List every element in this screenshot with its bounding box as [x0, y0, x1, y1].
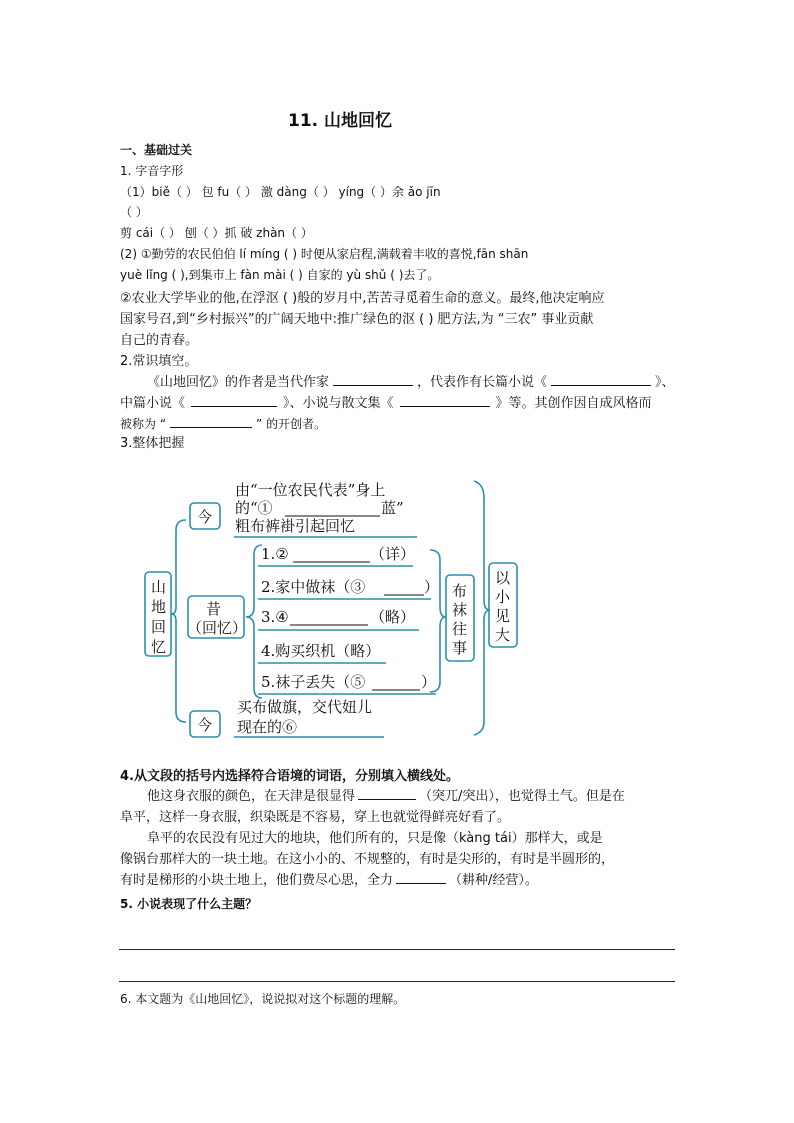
item-1: 1.②: [261, 545, 289, 563]
yi-char: 见: [495, 607, 511, 625]
jin1-text: 粗布裤褂引起回忆: [235, 517, 356, 535]
xi-label: 昔: [206, 600, 222, 618]
center-char: 回: [151, 618, 167, 636]
item-2-close: ）: [424, 578, 440, 596]
page-title: 11. 山地回忆: [288, 111, 393, 131]
q1-line: (2) ①勤劳的农民伯伯 lí míng ( ) 时便从家启程,满载着丰收的喜悦,fān shān: [120, 247, 529, 261]
q4-line: 阜平的农民没有见过大的地块，他们所有的，只是像（kàng tái）那样大，或是: [147, 831, 603, 846]
jin1-text: 由“一位农民代表”身上: [235, 481, 386, 499]
item-3-note: （略）: [370, 608, 416, 626]
q1-line: ②农业大学毕业的他,在浮沤 ( )般的岁月中,苦苦寻觅着生命的意义。最终,他决定响应: [120, 291, 605, 306]
q1-line: 剪 cái（ ） 刨（ ）抓 破 zhàn（ ）: [120, 226, 313, 240]
q4-line: 他这身衣服的颜色，在天津是很显得 （突兀/突出），也觉得土气。但是在: [147, 785, 625, 804]
bu-char: 布: [452, 582, 468, 600]
q5-heading: 5. 小说表现了什么主题？: [120, 897, 258, 911]
answer-line[interactable]: [119, 949, 675, 950]
answer-line[interactable]: [119, 981, 675, 982]
q1-line: 国家号召,到“乡村振兴”的广阔天地中:推广绿色的沤 ( ) 肥方法,为 “三农” 事业贡献: [120, 312, 594, 327]
center-char: 地: [151, 598, 167, 616]
answer-blank[interactable]: [396, 869, 446, 884]
yi-char: 小: [495, 588, 511, 606]
bu-char: 事: [452, 639, 468, 657]
answer-blank[interactable]: [358, 785, 416, 800]
center-char: 忆: [151, 638, 167, 656]
q4-heading: 4.从文段的括号内选择符合语境的词语，分别填入横线处。: [120, 769, 459, 784]
q1-line: （ ）: [120, 205, 148, 219]
center-char: 山: [151, 578, 167, 596]
section-heading: 一、基础过关: [120, 143, 193, 157]
q2-line: 被称为 “ ” 的开创者。: [120, 413, 326, 432]
bu-char: 往: [452, 620, 468, 638]
jin1-text: 蓝”: [381, 499, 404, 517]
yi-char: 以: [495, 569, 511, 587]
item-5-close: ）: [421, 673, 437, 691]
item-1-note: （详）: [370, 545, 416, 563]
item-3: 3.④: [261, 608, 289, 626]
q2-line: 中篇小说《 》、小说与散文集《 》等。其创作因自成风格而: [120, 392, 652, 411]
q3-heading: 3.整体把握: [120, 436, 185, 451]
jin1-text: 的“①: [235, 499, 273, 517]
q2-heading: 2.常识填空。: [120, 354, 198, 369]
item-4: 4.购买织机（略）: [261, 642, 381, 660]
q4-line: 阜平，这样一身衣服，织染既是不容易，穿上也就觉得鲜亮好看了。: [120, 810, 511, 825]
jin1-label: 今: [197, 508, 213, 526]
q4-line: 有时是梯形的小块土地上，他们费尽心思，全力 （耕种/经营）。: [120, 869, 538, 888]
jin2-text: 现在的⑥: [237, 718, 298, 736]
item-2: 2.家中做袜（③: [261, 578, 366, 596]
jin2-label: 今: [197, 716, 213, 734]
jin2-text: 买布做旗，交代妞儿: [237, 698, 373, 716]
xi-sub: （回忆）: [187, 619, 248, 637]
q1-line: （1）biě（ ） 包 fu（ ） 激 dàng（ ） yíng（ ）余 ǎo jīn: [120, 185, 441, 199]
yi-char: 大: [495, 626, 511, 644]
bu-char: 袜: [452, 601, 468, 619]
q6-heading: 6. 本文题为《山地回忆》，说说拟对这个标题的理解。: [120, 992, 406, 1006]
q2-line: 《山地回忆》的作者是当代作家 ，代表作有长篇小说《 》、: [147, 371, 675, 390]
q4-line: 像锅台那样大的一块土地。在这小小的、不规整的，有时是尖形的，有时是半圆形的，: [120, 852, 615, 867]
q1-heading: 1. 字音字形: [120, 164, 184, 178]
q1-line: yuè lǐng ( ),到集市上 fàn mài ( ) 自家的 yù shǔ ( )去了。: [120, 268, 440, 282]
q1-line: 自己的青春。: [120, 333, 199, 348]
item-5: 5.袜子丢失（⑤: [261, 673, 366, 691]
